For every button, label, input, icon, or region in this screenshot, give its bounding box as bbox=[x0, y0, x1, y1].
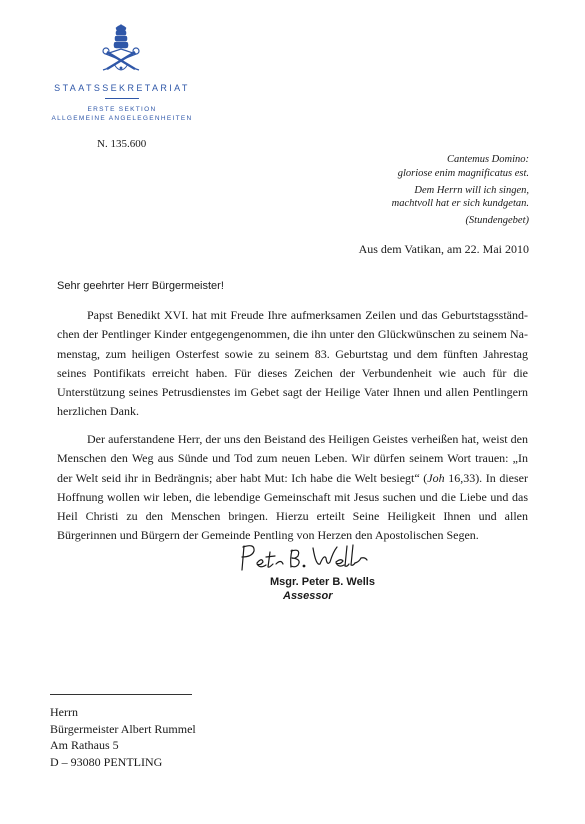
address-line-1: Herrn bbox=[50, 705, 78, 719]
dateline: Aus dem Vatikan, am 22. Mai 2010 bbox=[358, 242, 529, 256]
signer-name: Msgr. Peter B. Wells bbox=[270, 576, 375, 588]
body-paragraph-1: Papst Benedikt XVI. hat mit Freude Ihre aufmerksamen Zeilen und das Geburtstagsständchen der Pentlinger Kinder entgegengenommen, die ihn unter den Glückwünschen zu seinem Namenstag, zum heiligen Osterfest sowie zu seinem 83. Geburtstag und dem fünften Jahrestag seines Pontifikats erreicht haben. Für dieses Zeichen der Verbundenheit wie auch für die Unterstützung seines Petrusdienstes im Gebet sagt der Heilige Vater Ihnen und allen Pentlingern herzlichen Dank. bbox=[57, 308, 528, 419]
letterhead bbox=[46, 83, 198, 123]
address-line-3: Am Rathaus 5 bbox=[50, 738, 119, 752]
motto-source: (Stundengebet) bbox=[465, 215, 529, 226]
paragraph-2-text-start: Der auferstandene Herr, der uns den Beistand des Heiligen Geistes verheißen hat, weist den Menschen den Weg aus Sünde und Tod zum neuen Leben. Wir dürfen seinem Wort trauen: „In der Welt seid ihr in Bedrängnis; aber habt Mut: Ich habe die Welt besiegt“ ( bbox=[57, 432, 528, 485]
body-paragraph-2 bbox=[57, 430, 528, 546]
motto-latin-line1: Cantemus Domino: bbox=[447, 154, 529, 165]
reference-number: N. 135.600 bbox=[97, 138, 147, 150]
handwritten-signature bbox=[238, 540, 370, 576]
address-line-2: Bürgermeister Albert Rummel bbox=[50, 721, 196, 736]
motto-german-line1: Dem Herrn will ich singen, bbox=[414, 185, 529, 196]
bible-citation-book: Joh bbox=[427, 470, 445, 485]
address-line-4: D – 93080 PENTLING bbox=[50, 754, 163, 769]
section-name: ERSTE SEKTION bbox=[87, 106, 157, 113]
recipient-address bbox=[50, 704, 196, 770]
signer-title: Assessor bbox=[283, 590, 333, 602]
motto-latin-line2: gloriose enim magnificatus est. bbox=[397, 168, 529, 179]
papal-crest-icon bbox=[94, 24, 148, 76]
letterhead-divider bbox=[105, 98, 139, 99]
address-divider bbox=[50, 694, 192, 695]
office-name: STAATSSEKRETARIAT bbox=[54, 83, 190, 93]
salutation: Sehr geehrter Herr Bürgermeister! bbox=[57, 280, 224, 292]
section-department: ALLGEMEINE ANGELEGENHEITEN bbox=[51, 115, 193, 122]
paragraph-2-text-end: 16,33). In dieser Hoffnung wollen wir leben, die lebendige Gemeinschaft mit Jesus suchen und die Liebe und das Heil Christi zu den Menschen bringen. Hierzu erteilt Seine Heiligkeit Ihnen und allen Bürgerinnen und Bürgern der Gemeinde Pentling von Herzen den Apostolischen Segen. bbox=[57, 470, 528, 543]
motto-german-line2: machtvoll hat er sich kundgetan. bbox=[391, 198, 529, 209]
